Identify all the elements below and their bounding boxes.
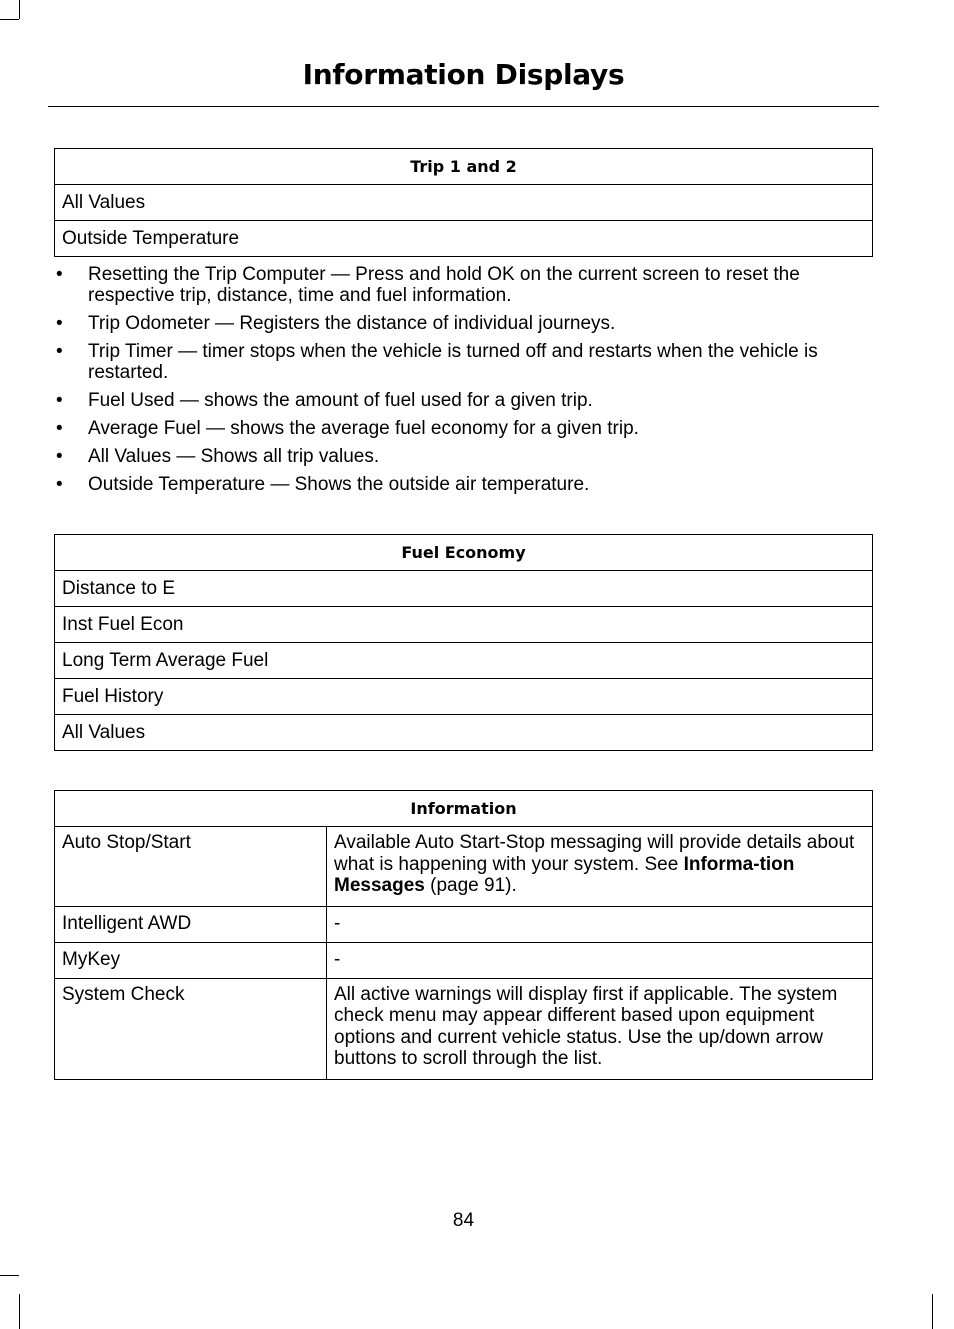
list-item: • Average Fuel — shows the average fuel economy for a given trip. xyxy=(56,418,639,439)
info-row-name: Intelligent AWD xyxy=(55,906,327,942)
table-row: Fuel History xyxy=(55,679,873,715)
fuel-table-header: Fuel Economy xyxy=(55,535,873,571)
info-row-description: - xyxy=(327,942,873,978)
table-row xyxy=(55,942,873,978)
list-item: • Fuel Used — shows the amount of fuel used for a given trip. xyxy=(56,390,593,411)
crop-mark-bottom-left-vertical xyxy=(19,1294,20,1329)
fuel-economy-table xyxy=(54,534,873,751)
page-number: 84 xyxy=(452,1210,475,1231)
table-row xyxy=(55,906,873,942)
bullet-icon: • xyxy=(56,341,63,362)
info-row-name: Auto Stop/Start xyxy=(55,827,327,907)
table-row: Distance to E xyxy=(55,571,873,607)
list-item: • Resetting the Trip Computer — Press and hold OK on the current screen to reset the respective trip, distance, time and fuel information. xyxy=(56,264,800,306)
bullet-icon: • xyxy=(56,474,63,495)
info-row-name: MyKey xyxy=(55,942,327,978)
bullet-icon: • xyxy=(56,313,63,334)
info-row-name: System Check xyxy=(55,978,327,1079)
crop-mark-bottom-left-horizontal xyxy=(0,1275,19,1276)
trip-table xyxy=(54,148,873,257)
bullet-icon: • xyxy=(56,418,63,439)
info-row-description: Available Auto Start-Stop messaging will provide details about what is happening with your system. See Informa-tion Messages (page 91). xyxy=(327,827,873,907)
bullet-icon: • xyxy=(56,390,63,411)
trip-table-header: Trip 1 and 2 xyxy=(55,149,873,185)
info-table-header: Information xyxy=(55,791,873,827)
list-item: • Trip Timer — timer stops when the vehicle is turned off and restarts when the vehicle is restarted. xyxy=(56,341,818,383)
title-divider xyxy=(48,106,879,107)
page-title: Information Displays xyxy=(302,58,625,91)
cross-reference-link[interactable]: Informa-tion Messages xyxy=(334,853,795,896)
table-row: All Values xyxy=(55,715,873,751)
bullet-icon: • xyxy=(56,446,63,467)
crop-mark-top-left-horizontal xyxy=(0,19,19,20)
info-row-description: - xyxy=(327,906,873,942)
list-item: • Trip Odometer — Registers the distance of individual journeys. xyxy=(56,313,616,334)
bullet-icon: • xyxy=(56,264,63,285)
trip-row-all-values: All Values xyxy=(55,185,873,221)
table-row xyxy=(55,827,873,907)
list-item: • Outside Temperature — Shows the outside air temperature. xyxy=(56,474,590,495)
trip-bullet-list xyxy=(54,264,876,502)
trip-row-outside-temperature: Outside Temperature xyxy=(55,221,873,257)
info-row-description: All active warnings will display first if applicable. The system check menu may appear different based upon equipment options and current vehicle status. Use the up/down arrow buttons to scroll through the list. xyxy=(327,978,873,1079)
table-row xyxy=(55,978,873,1079)
crop-mark-bottom-right-vertical xyxy=(932,1294,933,1329)
list-item: • All Values — Shows all trip values. xyxy=(56,446,380,467)
crop-mark-top-left-vertical xyxy=(19,0,20,19)
table-row: Inst Fuel Econ xyxy=(55,607,873,643)
information-table xyxy=(54,790,873,1080)
table-row: Long Term Average Fuel xyxy=(55,643,873,679)
